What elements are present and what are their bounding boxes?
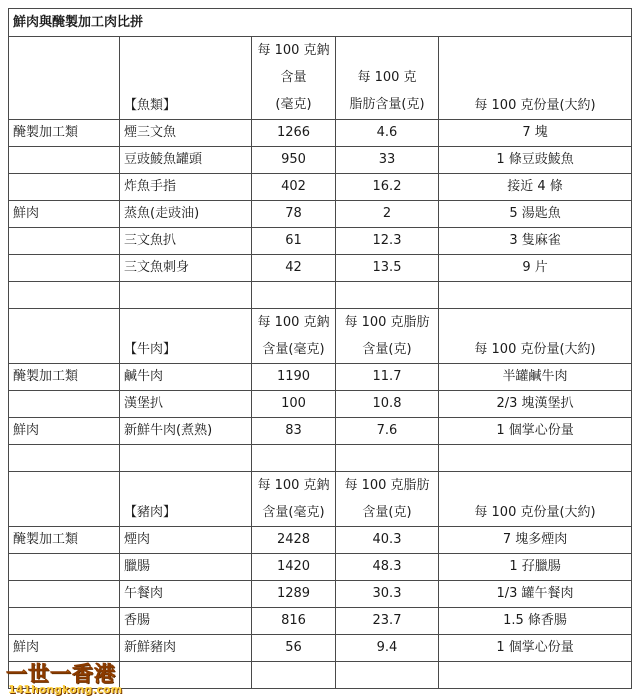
fish-category-label: 【魚類】 bbox=[120, 37, 252, 120]
beef-header-row bbox=[9, 309, 632, 364]
group-label bbox=[9, 255, 120, 282]
fish-sodium-header: 每 100 克鈉 含量 (毫克) bbox=[252, 37, 336, 120]
portion-value: 5 湯匙魚 bbox=[439, 201, 632, 228]
sodium-value: 100 bbox=[252, 391, 336, 418]
title-row bbox=[9, 9, 632, 37]
portion-value: 2/3 塊漢堡扒 bbox=[439, 391, 632, 418]
item-name: 豆豉鯪魚罐頭 bbox=[120, 147, 252, 174]
sodium-value: 1190 bbox=[252, 364, 336, 391]
table-row bbox=[9, 201, 632, 228]
table-row bbox=[9, 527, 632, 554]
item-name: 三文魚扒 bbox=[120, 228, 252, 255]
comparison-table bbox=[8, 8, 632, 689]
table-row bbox=[9, 418, 632, 445]
fat-value: 4.6 bbox=[336, 120, 439, 147]
fat-value: 11.7 bbox=[336, 364, 439, 391]
sodium-value: 61 bbox=[252, 228, 336, 255]
beef-category-label: 【牛肉】 bbox=[120, 309, 252, 364]
fat-value: 23.7 bbox=[336, 608, 439, 635]
spacer-row bbox=[9, 662, 632, 689]
fat-value: 13.5 bbox=[336, 255, 439, 282]
item-name: 午餐肉 bbox=[120, 581, 252, 608]
fish-header-row bbox=[9, 37, 632, 120]
fat-value: 2 bbox=[336, 201, 439, 228]
sodium-value: 950 bbox=[252, 147, 336, 174]
beef-sodium-header: 每 100 克鈉 含量(毫克) bbox=[252, 309, 336, 364]
table-row bbox=[9, 255, 632, 282]
watermark-title: 一世一香港 bbox=[6, 662, 116, 686]
pork-sodium-header: 每 100 克鈉 含量(毫克) bbox=[252, 472, 336, 527]
portion-value: 3 隻麻雀 bbox=[439, 228, 632, 255]
group-label: 鮮肉 bbox=[9, 201, 120, 228]
table-title: 鮮肉與醃製加工肉比拼 bbox=[9, 9, 632, 37]
portion-value: 半罐鹹牛肉 bbox=[439, 364, 632, 391]
pork-fat-header: 每 100 克脂肪 含量(克) bbox=[336, 472, 439, 527]
pork-category-label: 【豬肉】 bbox=[120, 472, 252, 527]
fat-value: 48.3 bbox=[336, 554, 439, 581]
sodium-value: 402 bbox=[252, 174, 336, 201]
portion-value: 1 個掌心份量 bbox=[439, 635, 632, 662]
table-row bbox=[9, 120, 632, 147]
portion-value: 7 塊 bbox=[439, 120, 632, 147]
watermark-url: 141hongkong.com bbox=[8, 683, 123, 696]
item-name: 香腸 bbox=[120, 608, 252, 635]
portion-value: 1 個掌心份量 bbox=[439, 418, 632, 445]
fat-value: 9.4 bbox=[336, 635, 439, 662]
pork-header-row bbox=[9, 472, 632, 527]
sodium-value: 78 bbox=[252, 201, 336, 228]
table-row bbox=[9, 554, 632, 581]
item-name: 蒸魚(走豉油) bbox=[120, 201, 252, 228]
portion-value: 接近 4 條 bbox=[439, 174, 632, 201]
group-label: 醃製加工類 bbox=[9, 527, 120, 554]
item-name: 三文魚刺身 bbox=[120, 255, 252, 282]
pork-portion-header: 每 100 克份量(大約) bbox=[439, 472, 632, 527]
table-row bbox=[9, 364, 632, 391]
group-label bbox=[9, 147, 120, 174]
sodium-value: 83 bbox=[252, 418, 336, 445]
portion-value: 7 塊多煙肉 bbox=[439, 527, 632, 554]
group-label bbox=[9, 554, 120, 581]
table-row bbox=[9, 228, 632, 255]
sodium-value: 2428 bbox=[252, 527, 336, 554]
table-row bbox=[9, 635, 632, 662]
beef-fat-header: 每 100 克脂肪 含量(克) bbox=[336, 309, 439, 364]
fat-value: 33 bbox=[336, 147, 439, 174]
group-label bbox=[9, 391, 120, 418]
item-name: 鹹牛肉 bbox=[120, 364, 252, 391]
table-row bbox=[9, 174, 632, 201]
item-name: 漢堡扒 bbox=[120, 391, 252, 418]
table-row bbox=[9, 608, 632, 635]
fat-value: 10.8 bbox=[336, 391, 439, 418]
item-name: 煙肉 bbox=[120, 527, 252, 554]
group-label: 醃製加工類 bbox=[9, 120, 120, 147]
sodium-value: 1266 bbox=[252, 120, 336, 147]
group-label bbox=[9, 608, 120, 635]
table-row bbox=[9, 581, 632, 608]
beef-portion-header: 每 100 克份量(大約) bbox=[439, 309, 632, 364]
table-row bbox=[9, 391, 632, 418]
fish-portion-header: 每 100 克份量(大約) bbox=[439, 37, 632, 120]
group-label: 鮮肉 bbox=[9, 418, 120, 445]
portion-value: 1.5 條香腸 bbox=[439, 608, 632, 635]
item-name: 臘腸 bbox=[120, 554, 252, 581]
fat-value: 7.6 bbox=[336, 418, 439, 445]
sodium-value: 1420 bbox=[252, 554, 336, 581]
portion-value: 1 條豆豉鯪魚 bbox=[439, 147, 632, 174]
sodium-value: 1289 bbox=[252, 581, 336, 608]
fish-fat-header: 每 100 克 脂肪含量(克) bbox=[336, 37, 439, 120]
beef-header-blank bbox=[9, 309, 120, 364]
pork-header-blank bbox=[9, 472, 120, 527]
item-name: 煙三文魚 bbox=[120, 120, 252, 147]
portion-value: 1/3 罐午餐肉 bbox=[439, 581, 632, 608]
spacer-row bbox=[9, 445, 632, 472]
spacer-row bbox=[9, 282, 632, 309]
item-name: 新鮮牛肉(煮熟) bbox=[120, 418, 252, 445]
group-label: 醃製加工類 bbox=[9, 364, 120, 391]
sodium-value: 42 bbox=[252, 255, 336, 282]
sodium-value: 56 bbox=[252, 635, 336, 662]
group-label bbox=[9, 581, 120, 608]
group-label bbox=[9, 228, 120, 255]
fat-value: 16.2 bbox=[336, 174, 439, 201]
fat-value: 12.3 bbox=[336, 228, 439, 255]
group-label bbox=[9, 174, 120, 201]
fat-value: 30.3 bbox=[336, 581, 439, 608]
sodium-value: 816 bbox=[252, 608, 336, 635]
item-name: 新鮮豬肉 bbox=[120, 635, 252, 662]
fish-header-blank bbox=[9, 37, 120, 120]
item-name: 炸魚手指 bbox=[120, 174, 252, 201]
group-label: 鮮肉 bbox=[9, 635, 120, 662]
portion-value: 1 孖臘腸 bbox=[439, 554, 632, 581]
fat-value: 40.3 bbox=[336, 527, 439, 554]
table-row bbox=[9, 147, 632, 174]
portion-value: 9 片 bbox=[439, 255, 632, 282]
